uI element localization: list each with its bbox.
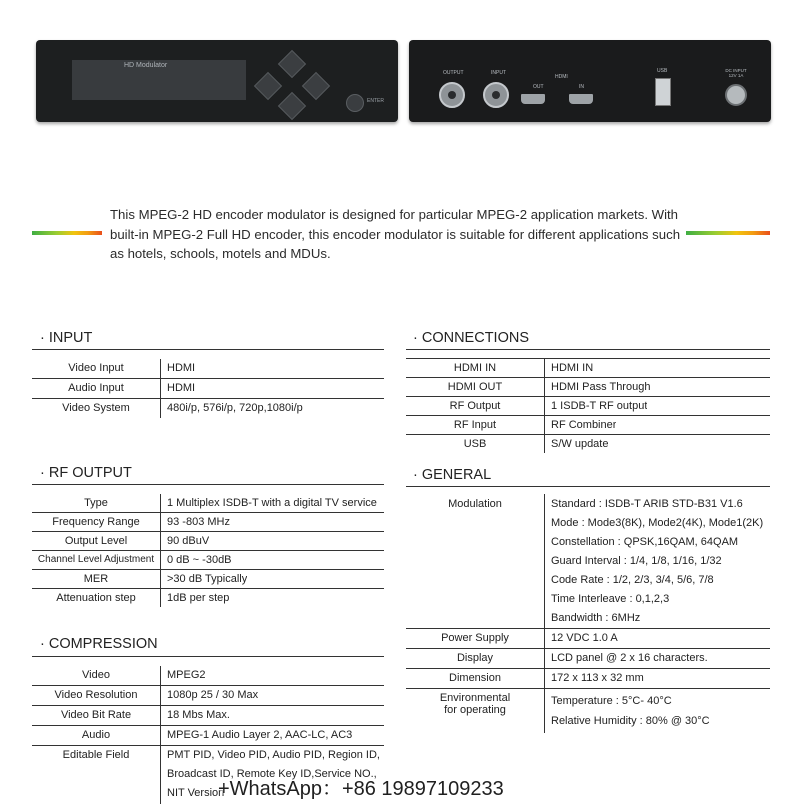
row-value: 1dB per step (167, 592, 230, 604)
lcd-display (72, 60, 246, 100)
table-row (32, 532, 384, 551)
row-value: 172 x 113 x 32 mm (551, 672, 644, 684)
section-title-connections: · CONNECTIONS (413, 330, 529, 346)
row-value: HDMI (167, 362, 196, 374)
table-row (406, 359, 770, 378)
table-row-modulation (406, 494, 770, 629)
row-key: Audio (32, 726, 161, 745)
up-arrow-button (278, 50, 306, 78)
value-line: Guard Interval : 1/4, 1/8, 1/16, 1/32 (551, 555, 722, 567)
section-rule (406, 349, 770, 350)
table-row (406, 435, 770, 453)
table-row (406, 416, 770, 435)
hdmi-out-label: OUT (533, 84, 544, 90)
row-key: RF Output (406, 397, 545, 415)
section-title-general: · GENERAL (413, 467, 492, 483)
value-line: Standard : ISDB-T ARIB STD-B31 V1.6 (551, 498, 743, 510)
row-key (406, 689, 545, 733)
value-line: PMT PID, Video PID, Audio PID, Region ID, (167, 749, 380, 761)
dc-power-port-icon (725, 84, 747, 106)
row-key: Video System (32, 399, 161, 418)
row-value (545, 494, 763, 628)
hdmi-group-label: HDMI (555, 74, 568, 80)
row-key: Frequency Range (32, 513, 161, 531)
row-value: 18 Mbs Max. (167, 709, 230, 721)
enter-label: ENTER (367, 98, 384, 104)
section-rule (32, 656, 384, 657)
table-row (32, 494, 384, 513)
row-key: HDMI IN (406, 359, 545, 377)
input-port-label: INPUT (491, 70, 506, 76)
whatsapp-watermark: +WhatsApp：+86 19897109233 (218, 778, 504, 800)
value-line: Mode : Mode3(8K), Mode2(4K), Mode1(2K) (551, 517, 764, 529)
hdmi-out-port-icon (521, 94, 545, 104)
input-table (32, 359, 384, 418)
row-key: Video Bit Rate (32, 706, 161, 725)
section-title-rf-output: · RF OUTPUT (40, 465, 132, 481)
output-port-label: OUTPUT (443, 70, 464, 76)
table-row (32, 589, 384, 607)
row-value: >30 dB Typically (167, 573, 248, 585)
left-arrow-button (254, 72, 282, 100)
decorative-bar-right (686, 231, 770, 235)
value-line: Broadcast ID, Remote Key ID,Service NO., (167, 768, 377, 780)
table-row (32, 359, 384, 379)
right-arrow-button (302, 72, 330, 100)
section-title-input: · INPUT (40, 330, 93, 346)
down-arrow-button (278, 92, 306, 120)
value-line: Constellation : QPSK,16QAM, 64QAM (551, 536, 739, 548)
table-row (32, 379, 384, 399)
row-key: Channel Level Adjustment (32, 551, 161, 569)
section-rule (32, 484, 384, 485)
rf-input-port-icon (483, 82, 509, 108)
row-key: USB (406, 435, 545, 453)
row-key: Editable Field (32, 746, 161, 804)
rf-output-table (32, 494, 384, 607)
lcd-label: HD Modulator (124, 62, 168, 69)
value-line: Code Rate : 1/2, 2/3, 3/4, 5/6, 7/8 (551, 574, 714, 586)
value-line: Temperature : 5°C- 40°C (551, 695, 672, 707)
row-value: 1 Multiplex ISDB-T with a digital TV service (167, 497, 377, 509)
row-key: Output Level (32, 532, 161, 550)
row-value: MPEG2 (167, 669, 206, 681)
row-value: HDMI Pass Through (551, 381, 651, 393)
table-row (32, 666, 384, 686)
table-row (406, 669, 770, 689)
row-value: HDMI (167, 382, 196, 394)
row-value (545, 689, 710, 733)
row-value: HDMI IN (551, 362, 594, 374)
row-value: RF Combiner (551, 419, 617, 431)
row-key: Dimension (406, 669, 545, 688)
row-key: Audio Input (32, 379, 161, 398)
row-value: LCD panel @ 2 x 16 characters. (551, 652, 708, 664)
row-key: RF Input (406, 416, 545, 434)
table-row (32, 513, 384, 532)
row-key: Display (406, 649, 545, 668)
row-key: Modulation (406, 494, 545, 628)
section-rule (32, 349, 384, 350)
table-row (406, 397, 770, 416)
row-value: 0 dB ~ -30dB (167, 554, 232, 566)
general-table (406, 494, 770, 733)
hdmi-in-port-icon (569, 94, 593, 104)
usb-label: USB (657, 68, 668, 74)
row-key: Type (32, 494, 161, 512)
usb-port-icon (655, 78, 671, 106)
row-value: 93 -803 MHz (167, 516, 230, 528)
intro-paragraph: This MPEG-2 HD encoder modulator is designed for particular MPEG-2 application markets. With built-in MPEG-2 Full HD encoder, this encoder modulator is suitable for different applications such as hotels, schools, motels and MDUs. (110, 207, 681, 261)
env-key-line: Environmental (439, 692, 511, 704)
value-line: Relative Humidity : 80% @ 30°C (551, 715, 710, 727)
dc-input-label: DC INPUT 12V 1A (725, 68, 747, 78)
device-back-image (409, 40, 771, 122)
row-key: MER (32, 570, 161, 588)
row-value: S/W update (551, 438, 609, 450)
decorative-bar-left (32, 231, 102, 235)
row-key: Video (32, 666, 161, 685)
value-line: Time Interleave : 0,1,2,3 (551, 593, 670, 605)
row-value: 90 dBuV (167, 535, 210, 547)
row-value: 12 VDC 1.0 A (551, 632, 618, 644)
row-key: Video Resolution (32, 686, 161, 705)
connections-table (406, 358, 770, 453)
row-key: Attenuation step (32, 589, 161, 607)
value-line: NIT Version (167, 787, 225, 799)
enter-button (346, 94, 364, 112)
table-row (32, 551, 384, 570)
section-rule (406, 486, 770, 487)
rf-output-port-icon (439, 82, 465, 108)
table-row (406, 378, 770, 397)
table-row (32, 686, 384, 706)
hdmi-in-label: IN (579, 84, 584, 90)
value-line: Bandwidth : 6MHz (551, 612, 641, 624)
row-key: HDMI OUT (406, 378, 545, 396)
row-value: 1080p 25 / 30 Max (167, 689, 259, 701)
table-row (406, 649, 770, 669)
row-value: 1 ISDB-T RF output (551, 400, 648, 412)
row-key: Power Supply (406, 629, 545, 648)
table-row (32, 706, 384, 726)
table-row (32, 399, 384, 418)
table-row (32, 570, 384, 589)
table-row (406, 629, 770, 649)
row-value: 480i/p, 576i/p, 720p,1080i/p (167, 402, 303, 414)
section-title-compression: · COMPRESSION (40, 636, 158, 652)
table-row-environment (406, 689, 770, 733)
device-front-image (36, 40, 398, 122)
table-row (32, 726, 384, 746)
row-value: MPEG-1 Audio Layer 2, AAC-LC, AC3 (167, 729, 353, 741)
env-key-line: for operating (444, 704, 506, 716)
row-key: Video Input (32, 359, 161, 378)
